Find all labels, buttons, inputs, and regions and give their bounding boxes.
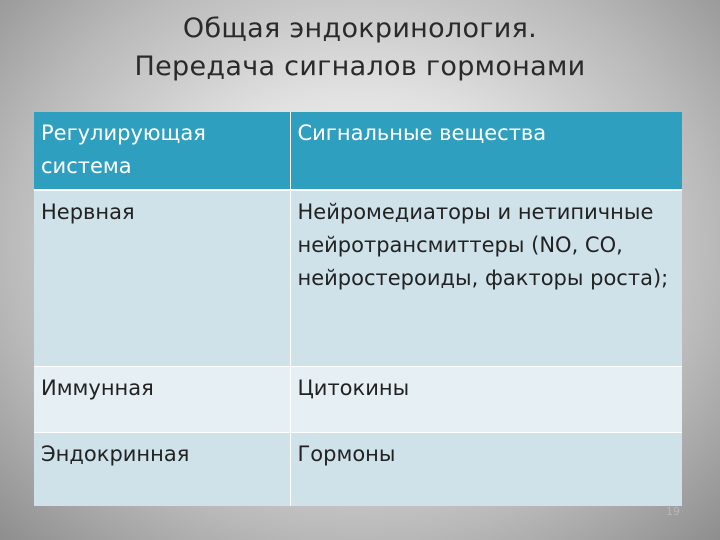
- table-cell: Нервная: [34, 190, 290, 367]
- signal-table: [34, 112, 682, 506]
- table-header-row: [34, 112, 682, 190]
- table-cell: Гормоны: [290, 433, 682, 507]
- title-line-2: Передача сигналов гормонами: [134, 51, 586, 82]
- header-cell-regulating-system: Регулирующая система: [34, 112, 290, 190]
- table-row: [34, 190, 682, 367]
- header-cell-signal-substances: Сигнальные вещества: [290, 112, 682, 190]
- table-cell: Цитокины: [290, 367, 682, 433]
- title-line-1: Общая эндокринология.: [182, 13, 538, 44]
- table-row: [34, 433, 682, 507]
- page-number: 19: [666, 505, 680, 518]
- table-cell: Нейромедиаторы и нетипичные нейротрансмиттеры (NO, CO, нейростероиды, факторы роста);: [290, 190, 682, 367]
- table-cell: Эндокринная: [34, 433, 290, 507]
- slide-title: [0, 10, 720, 86]
- table-row: [34, 367, 682, 433]
- table-cell: Иммунная: [34, 367, 290, 433]
